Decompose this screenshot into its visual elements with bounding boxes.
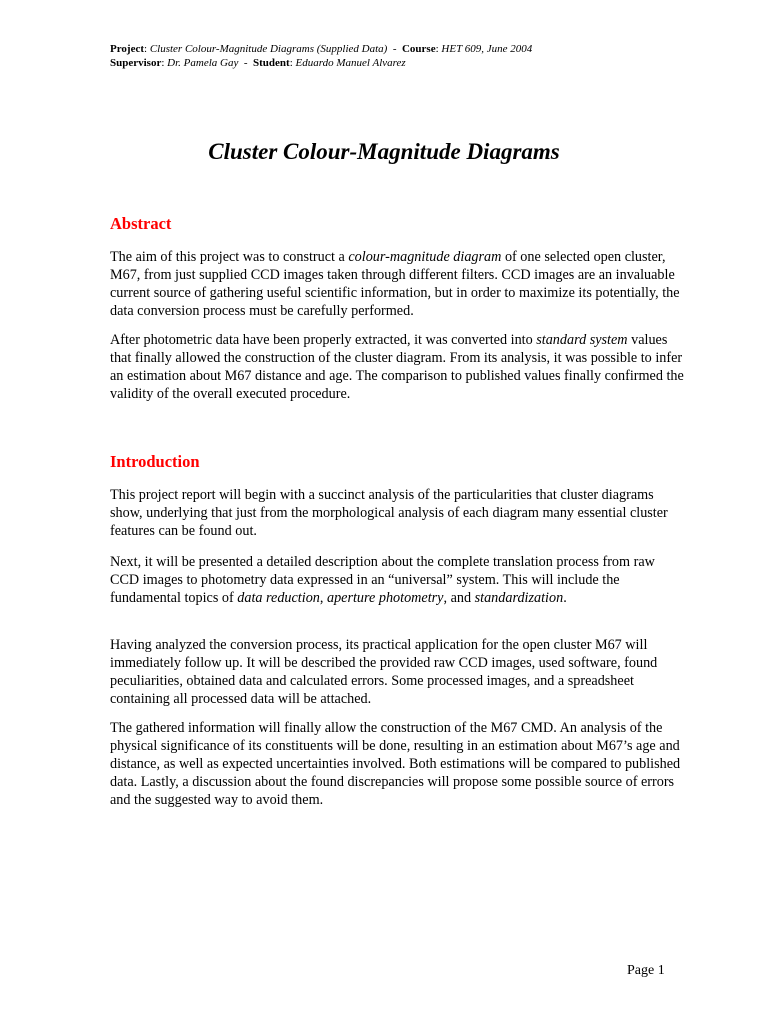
abstract-heading: Abstract [110, 214, 172, 233]
page-header [110, 42, 532, 70]
introduction-paragraph-1: This project report will begin with a succinct analysis of the particularities that cluster diagrams show, underlying that just from the morphological analysis of each diagram many essential cluster features can be found out. [110, 487, 668, 539]
introduction-heading: Introduction [110, 452, 200, 471]
project-value: Cluster Colour-Magnitude Diagrams (Supplied Data) [149, 43, 388, 55]
student-label: Student [253, 57, 290, 69]
introduction-paragraph-4: The gathered information will finally allow the construction of the M67 CMD. An analysis of the physical significance of its constituents will be done, resulting in an estimation about M67’s age and distance, as well as expected uncertainties involved. Both estimations will be compared to published data. Lastly, a discussion about the found discrepancies will propose some possible source of errors and the suggested way to avoid them. [110, 720, 681, 808]
abstract-paragraph-2: After photometric data have been properly extracted, it was converted into standard system values that finally allowed the construction of the cluster diagram. From its analysis, it was possible to infer an estimation about M67 distance and age. The comparison to published values finally confirmed the validity of the overall executed procedure. [110, 332, 684, 402]
introduction-paragraph-2: Next, it will be presented a detailed description about the complete translation process from raw CCD images to photometry data expressed in an “universal” system. This will include the fundamental topics of data reduction, aperture photometry, and standardization. [110, 554, 655, 606]
student-value: Eduardo Manuel Alvarez [295, 57, 406, 69]
page-number: Page 1 [627, 963, 665, 978]
supervisor-label: Supervisor [110, 57, 162, 69]
header-line-supervisor: Supervisor: Dr. Pamela Gay - Student: Eduardo Manuel Alvarez [110, 57, 406, 69]
document-title: Cluster Colour-Magnitude Diagrams [208, 139, 560, 164]
project-label: Project [110, 43, 144, 55]
course-value: HET 609, June 2004 [441, 43, 533, 55]
abstract-paragraph-1: The aim of this project was to construct a colour-magnitude diagram of one selected open cluster, M67, from just supplied CCD images taken through different filters. CCD images are an invaluable current source of gathering useful scientific information, but in order to maximize its potentially, the data conversion process must be carefully performed. [110, 249, 680, 319]
header-line-project: Project: Cluster Colour-Magnitude Diagrams (Supplied Data) - Course: HET 609, June 2004 [110, 43, 533, 55]
introduction-paragraph-3: Having analyzed the conversion process, its practical application for the open cluster M67 will immediately follow up. It will be described the provided raw CCD images, used software, found peculiarities, obtained data and calculated errors. Some processed images, and a spreadsheet containing all processed data will be attached. [110, 637, 658, 707]
course-label: Course [401, 43, 436, 55]
supervisor-value: Dr. Pamela Gay [167, 57, 239, 69]
